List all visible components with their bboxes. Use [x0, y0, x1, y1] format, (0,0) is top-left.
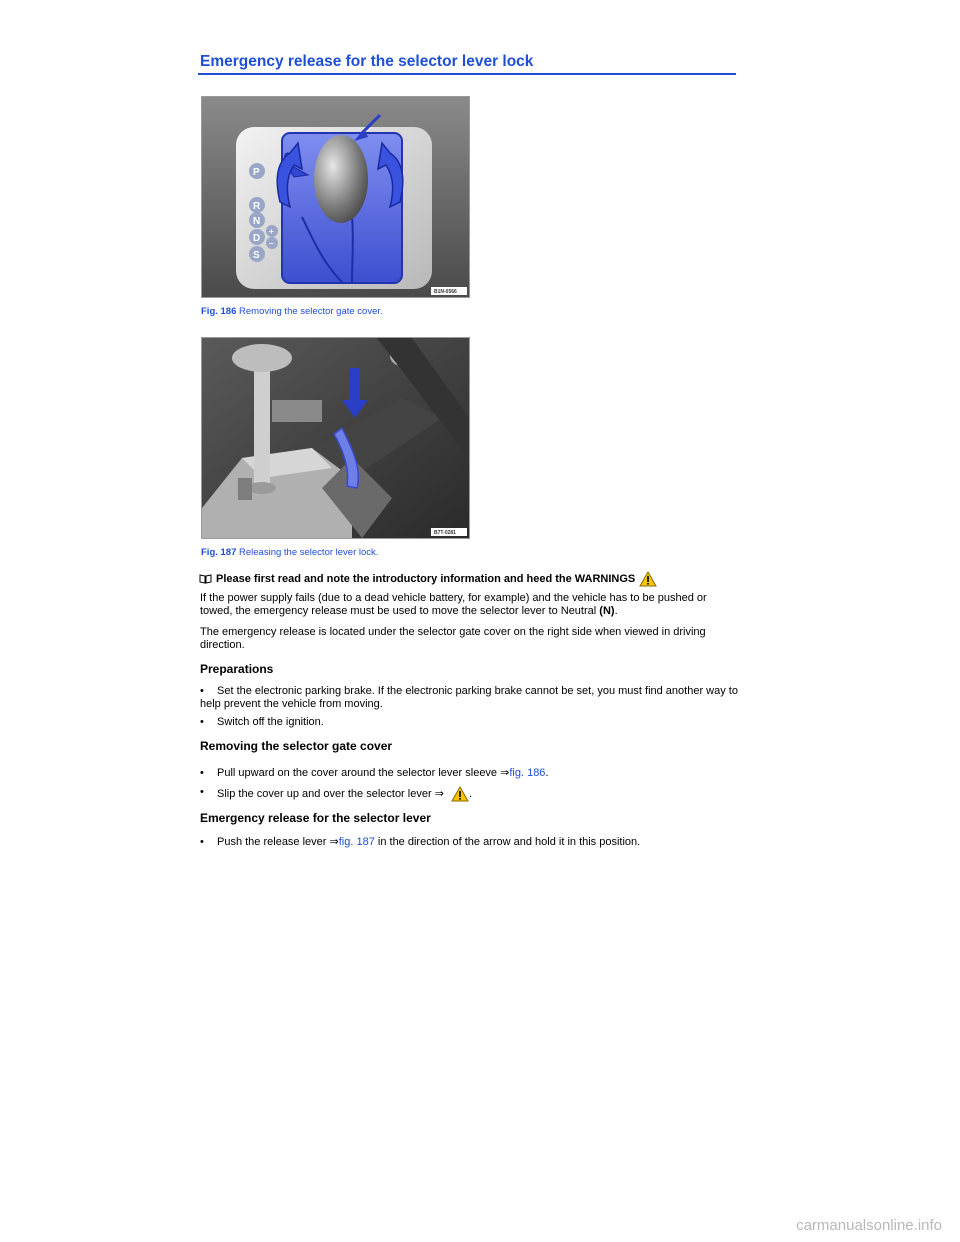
caption-text: Removing the selector gate cover.: [239, 306, 383, 317]
location-paragraph: The emergency release is located under the selector gate cover on the right side when viewed in driving direction.: [200, 626, 706, 651]
intro-note: [199, 571, 657, 587]
list-item: • Switch off the ignition.: [200, 716, 324, 728]
caption-text: Releasing the selector lever lock.: [239, 547, 379, 558]
fig-187-link[interactable]: fig. 187: [338, 836, 375, 848]
warning-triangle-icon[interactable]: [639, 571, 657, 587]
book-icon: [199, 574, 212, 584]
emergency-release-heading: Emergency release for the selector lever: [200, 811, 431, 825]
bullet-dot: •: [200, 685, 204, 697]
arrow-symbol: ⇒: [329, 836, 339, 848]
figure-code: B7T-0281: [434, 530, 456, 536]
list-item: • Set the electronic parking brake. If the electronic parking brake cannot be set, you must find another way to help prevent the vehicle from moving.: [200, 685, 738, 710]
bullet-dot: •: [200, 836, 204, 848]
list-item: • Slip the cover up and over the selector lever ⇒ .: [200, 786, 740, 802]
release-lever-illustration: [202, 338, 469, 538]
arrow-symbol: ⇒: [500, 767, 510, 779]
gear-P: P: [253, 167, 260, 178]
bullet-dot: •: [200, 767, 204, 779]
selector-gate-illustration: [202, 97, 469, 297]
preparations-heading: Preparations: [200, 662, 274, 676]
bullet-dot: •: [200, 716, 204, 728]
warning-triangle-icon[interactable]: [451, 786, 469, 802]
figure-187-image: [201, 337, 470, 539]
removing-cover-heading: Removing the selector gate cover: [200, 739, 393, 753]
page-title: Emergency release for the selector lever lock: [200, 53, 534, 70]
caption-label: Fig. 186: [201, 306, 237, 317]
title-rule: [198, 73, 736, 75]
neutral-label: (N): [599, 605, 615, 617]
figure-187-caption: [201, 547, 378, 558]
watermark: carmanualsonline.info: [796, 1217, 942, 1234]
figure-186-caption: [201, 306, 383, 317]
list-item: • Pull upward on the cover around the selector lever sleeve ⇒fig. 186.: [200, 767, 549, 779]
arrow-symbol: ⇒: [434, 787, 444, 800]
figure-code: B1N-0566: [434, 289, 457, 295]
caption-label: Fig. 187: [201, 547, 237, 558]
gear-N: N: [253, 216, 261, 227]
intro-paragraph: If the power supply fails (due to a dead vehicle battery, for example) and the vehicle has to be pushed or towed, the emergency release must be used to move the selector lever to Neutral (N).: [200, 592, 707, 617]
gear-D: D: [253, 233, 261, 244]
figure-186-image: [201, 96, 470, 298]
list-item: • Push the release lever ⇒fig. 187 in the direction of the arrow and hold it in this position.: [200, 836, 641, 848]
tiptronic-minus: –: [269, 239, 274, 248]
tiptronic-plus: +: [269, 227, 274, 236]
note-text: Please first read and note the introductory information and heed the WARNINGS: [216, 573, 636, 585]
fig-186-link[interactable]: fig. 186: [509, 767, 546, 779]
bullet-dot: •: [200, 786, 204, 798]
gear-R: R: [253, 201, 261, 212]
gear-S: S: [253, 250, 260, 261]
